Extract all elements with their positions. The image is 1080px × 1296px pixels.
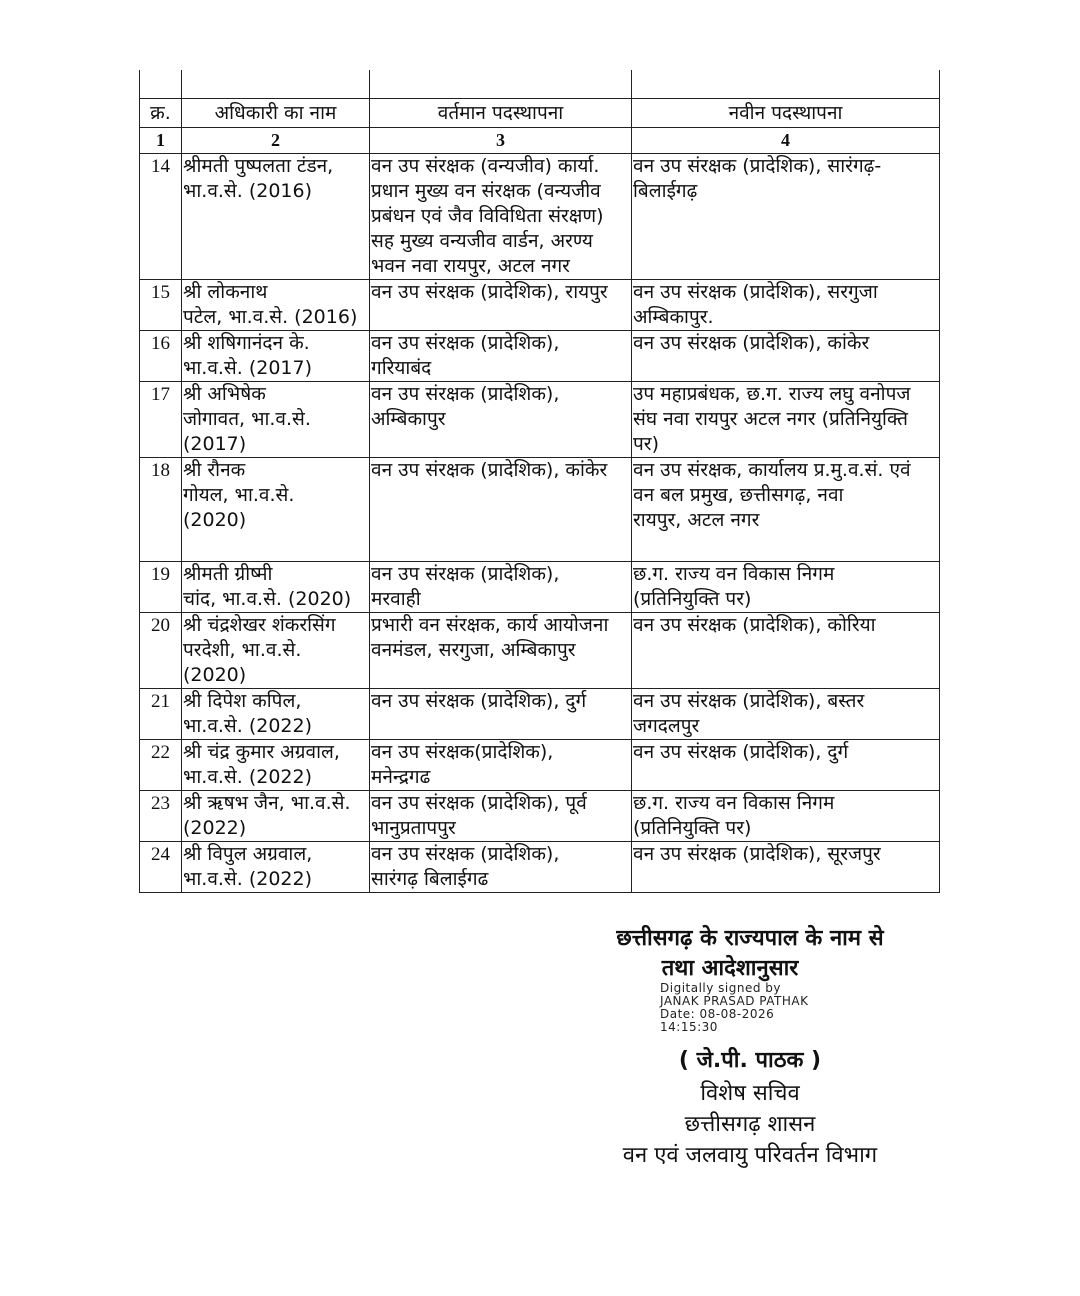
cell-line: वनमंडल, सरगुजा, अम्बिकापुर	[371, 639, 576, 661]
cell-line: भा.व.से. (2022)	[183, 715, 313, 737]
cell-line: पटेल, भा.व.से. (2016)	[183, 306, 358, 328]
row-serial-number: 15	[140, 280, 182, 331]
cell-line: प्रधान मुख्य वन संरक्षक (वन्यजीव	[371, 180, 601, 202]
row-serial-number: 14	[140, 154, 182, 280]
cell-line: श्री रौनक	[183, 459, 246, 481]
cell-line: भा.व.से. (2016)	[183, 180, 313, 202]
cell-line: वन उप संरक्षक (प्रादेशिक),	[371, 383, 560, 405]
cell-line: भानुप्रतापपुर	[371, 817, 456, 839]
cell-line: वन उप संरक्षक (प्रादेशिक), सूरजपुर	[633, 843, 881, 865]
cell-line: श्री दिपेश कपिल,	[183, 690, 302, 712]
current-posting-cell	[370, 280, 632, 331]
signer-name: ( जे.पी. पाठक )	[678, 1048, 822, 1073]
officer-name-cell	[182, 842, 370, 893]
current-posting-cell	[370, 331, 632, 382]
new-posting-cell	[632, 562, 940, 613]
new-posting-cell	[632, 842, 940, 893]
digital-signature-line: 14:15:30	[660, 1020, 718, 1034]
cell-line: वन उप संरक्षक(प्रादेशिक),	[371, 741, 554, 763]
current-posting-cell	[370, 458, 632, 562]
current-posting-cell	[370, 740, 632, 791]
department-name: वन एवं जलवायु परिवर्तन विभाग	[622, 1143, 878, 1168]
cell-line: जगदलपुर	[633, 715, 700, 737]
row-serial-number: 16	[140, 331, 182, 382]
new-posting-cell	[632, 458, 940, 562]
column-number: 4	[632, 128, 940, 154]
table-row	[140, 458, 940, 562]
cell-line: श्री ऋषभ जैन, भा.व.से.	[183, 792, 351, 814]
header-officer-name: अधिकारी का नाम	[182, 99, 370, 128]
table-row	[140, 740, 940, 791]
cell-line: वन उप संरक्षक (प्रादेशिक), सारंगढ़-	[633, 155, 882, 177]
cell-line: वन उप संरक्षक (प्रादेशिक), रायपुर	[371, 281, 608, 303]
cell-line: (2020)	[183, 509, 247, 531]
cell-line: गरियाबंद	[371, 357, 432, 379]
cell-line: छ.ग. राज्य वन विकास निगम	[633, 563, 835, 585]
cell-line: वन उप संरक्षक (प्रादेशिक), सरगुजा	[633, 281, 878, 303]
cell-line: परदेशी, भा.व.से.	[183, 639, 302, 661]
header-serial: क्र.	[140, 99, 182, 128]
cell-line: संघ नवा रायपुर अटल नगर (प्रतिनियुक्ति	[633, 408, 908, 430]
current-posting-cell	[370, 791, 632, 842]
cell-line: अम्बिकापुर.	[633, 306, 714, 328]
authority-line-2: तथा आदेशानुसार	[661, 956, 799, 981]
table-row	[140, 154, 940, 280]
table-body	[140, 154, 940, 893]
cell-line: (प्रतिनियुक्ति पर)	[633, 817, 752, 839]
cell-line: पर)	[633, 433, 659, 455]
header-new-posting: नवीन पदस्थापना	[632, 99, 940, 128]
authority-block	[560, 924, 940, 984]
new-posting-cell	[632, 740, 940, 791]
new-posting-cell	[632, 154, 940, 280]
cell-line: (2020)	[183, 664, 247, 686]
row-serial-number: 20	[140, 613, 182, 689]
row-serial-number: 24	[140, 842, 182, 893]
new-posting-cell	[632, 689, 940, 740]
digital-signature-line: Digitally signed by	[660, 981, 782, 995]
cell-line: श्री चंद्र कुमार अग्रवाल,	[183, 741, 340, 763]
table-row	[140, 562, 940, 613]
cell-line: मनेन्द्रगढ	[371, 766, 431, 788]
row-serial-number: 19	[140, 562, 182, 613]
officer-name-cell	[182, 740, 370, 791]
table-header-row	[140, 99, 940, 128]
cell-line: भा.व.से. (2022)	[183, 868, 313, 890]
officer-name-cell	[182, 331, 370, 382]
row-serial-number: 17	[140, 382, 182, 458]
current-posting-cell	[370, 842, 632, 893]
cell-line: वन उप संरक्षक (प्रादेशिक), बस्तर	[633, 690, 865, 712]
cell-line: श्री अभिषेक	[183, 383, 266, 405]
current-posting-cell	[370, 382, 632, 458]
cell-line: वन उप संरक्षक, कार्यालय प्र.मु.व.सं. एवं	[633, 459, 911, 481]
current-posting-cell	[370, 154, 632, 280]
cell-line: मरवाही	[371, 588, 421, 610]
cell-line: श्री लोकनाथ	[183, 281, 268, 303]
digital-signature-stamp	[660, 982, 900, 1034]
table-row	[140, 613, 940, 689]
cell-line: वन उप संरक्षक (प्रादेशिक), दुर्ग	[371, 690, 587, 712]
officer-name-cell	[182, 689, 370, 740]
signer-designation: विशेष सचिव	[700, 1081, 800, 1106]
column-number: 1	[140, 128, 182, 154]
cell-line: सारंगढ़ बिलाईगढ	[371, 868, 489, 890]
table-row	[140, 382, 940, 458]
cell-line: चांद, भा.व.से. (2020)	[183, 588, 352, 610]
table-top-stub	[140, 70, 940, 99]
cell-line: श्री शषिगानंदन के.	[183, 332, 310, 354]
column-number: 2	[182, 128, 370, 154]
column-number-row	[140, 128, 940, 154]
current-posting-cell	[370, 562, 632, 613]
cell-line: भा.व.से. (2017)	[183, 357, 313, 379]
authority-line-1: छत्तीसगढ़ के राज्यपाल के नाम से	[616, 926, 884, 951]
cell-line: वन उप संरक्षक (प्रादेशिक), कोरिया	[633, 614, 876, 636]
header-current-posting: वर्तमान पदस्थापना	[370, 99, 632, 128]
table-row	[140, 280, 940, 331]
cell-line: (प्रतिनियुक्ति पर)	[633, 588, 752, 610]
cell-line: वन उप संरक्षक (प्रादेशिक),	[371, 563, 560, 585]
new-posting-cell	[632, 613, 940, 689]
cell-line: गोयल, भा.व.से.	[183, 484, 295, 506]
cell-line: वन उप संरक्षक (प्रादेशिक), कांकेर	[633, 332, 870, 354]
cell-line: भवन नवा रायपुर, अटल नगर	[371, 255, 570, 277]
row-serial-number: 18	[140, 458, 182, 562]
cell-line: श्रीमती पुष्पलता टंडन,	[183, 155, 334, 177]
officer-name-cell	[182, 458, 370, 562]
row-serial-number: 21	[140, 689, 182, 740]
current-posting-cell	[370, 689, 632, 740]
cell-line: श्रीमती ग्रीष्मी	[183, 563, 273, 585]
table-row	[140, 791, 940, 842]
new-posting-cell	[632, 382, 940, 458]
row-serial-number: 22	[140, 740, 182, 791]
cell-line: बिलाईगढ़	[633, 180, 698, 202]
digital-signature-line: JANAK PRASAD PATHAK	[660, 994, 809, 1008]
current-posting-cell	[370, 613, 632, 689]
designation-block	[560, 1078, 940, 1171]
officer-name-cell	[182, 562, 370, 613]
cell-line: भा.व.से. (2022)	[183, 766, 313, 788]
cell-line: छ.ग. राज्य वन विकास निगम	[633, 792, 835, 814]
cell-line: वन उप संरक्षक (प्रादेशिक), कांकेर	[371, 459, 608, 481]
digital-signature-line: Date: 08-08-2026	[660, 1007, 775, 1021]
cell-line: वन उप संरक्षक (प्रादेशिक),	[371, 843, 560, 865]
officer-name-cell	[182, 791, 370, 842]
cell-line: वन उप संरक्षक (प्रादेशिक),	[371, 332, 560, 354]
table-row	[140, 689, 940, 740]
cell-line: श्री चंद्रशेखर शंकरसिंग	[183, 614, 336, 636]
new-posting-cell	[632, 280, 940, 331]
row-serial-number: 23	[140, 791, 182, 842]
cell-line: जोगावत, भा.व.से.	[183, 408, 311, 430]
officer-name-cell	[182, 382, 370, 458]
officer-name-cell	[182, 613, 370, 689]
cell-line: रायपुर, अटल नगर	[633, 509, 760, 531]
cell-line: वन बल प्रमुख, छत्तीसगढ़़, नवा	[633, 484, 844, 506]
cell-line: उप महाप्रबंधक, छ.ग. राज्य लघु वनोपज	[633, 383, 911, 405]
new-posting-cell	[632, 331, 940, 382]
cell-line: वन उप संरक्षक (वन्यजीव) कार्या.	[371, 155, 600, 177]
cell-line: प्रभारी वन संरक्षक, कार्य आयोजना	[371, 614, 609, 636]
column-number: 3	[370, 128, 632, 154]
cell-line: (2022)	[183, 817, 247, 839]
table-row	[140, 842, 940, 893]
cell-line: सह मुख्य वन्यजीव वार्डन, अरण्य	[371, 230, 593, 252]
cell-line: वन उप संरक्षक (प्रादेशिक), दुर्ग	[633, 741, 849, 763]
new-posting-cell	[632, 791, 940, 842]
cell-line: वन उप संरक्षक (प्रादेशिक), पूर्व	[371, 792, 587, 814]
government-name: छत्तीसगढ़ शासन	[684, 1112, 816, 1137]
cell-line: अम्बिकापुर	[371, 408, 446, 430]
officer-name-cell	[182, 154, 370, 280]
transfer-order-table	[139, 70, 940, 893]
table-row	[140, 331, 940, 382]
cell-line: श्री विपुल अग्रवाल,	[183, 843, 313, 865]
officer-name-cell	[182, 280, 370, 331]
cell-line: (2017)	[183, 433, 247, 455]
cell-line: प्रबंधन एवं जैव विविधिता संरक्षण)	[371, 205, 604, 227]
